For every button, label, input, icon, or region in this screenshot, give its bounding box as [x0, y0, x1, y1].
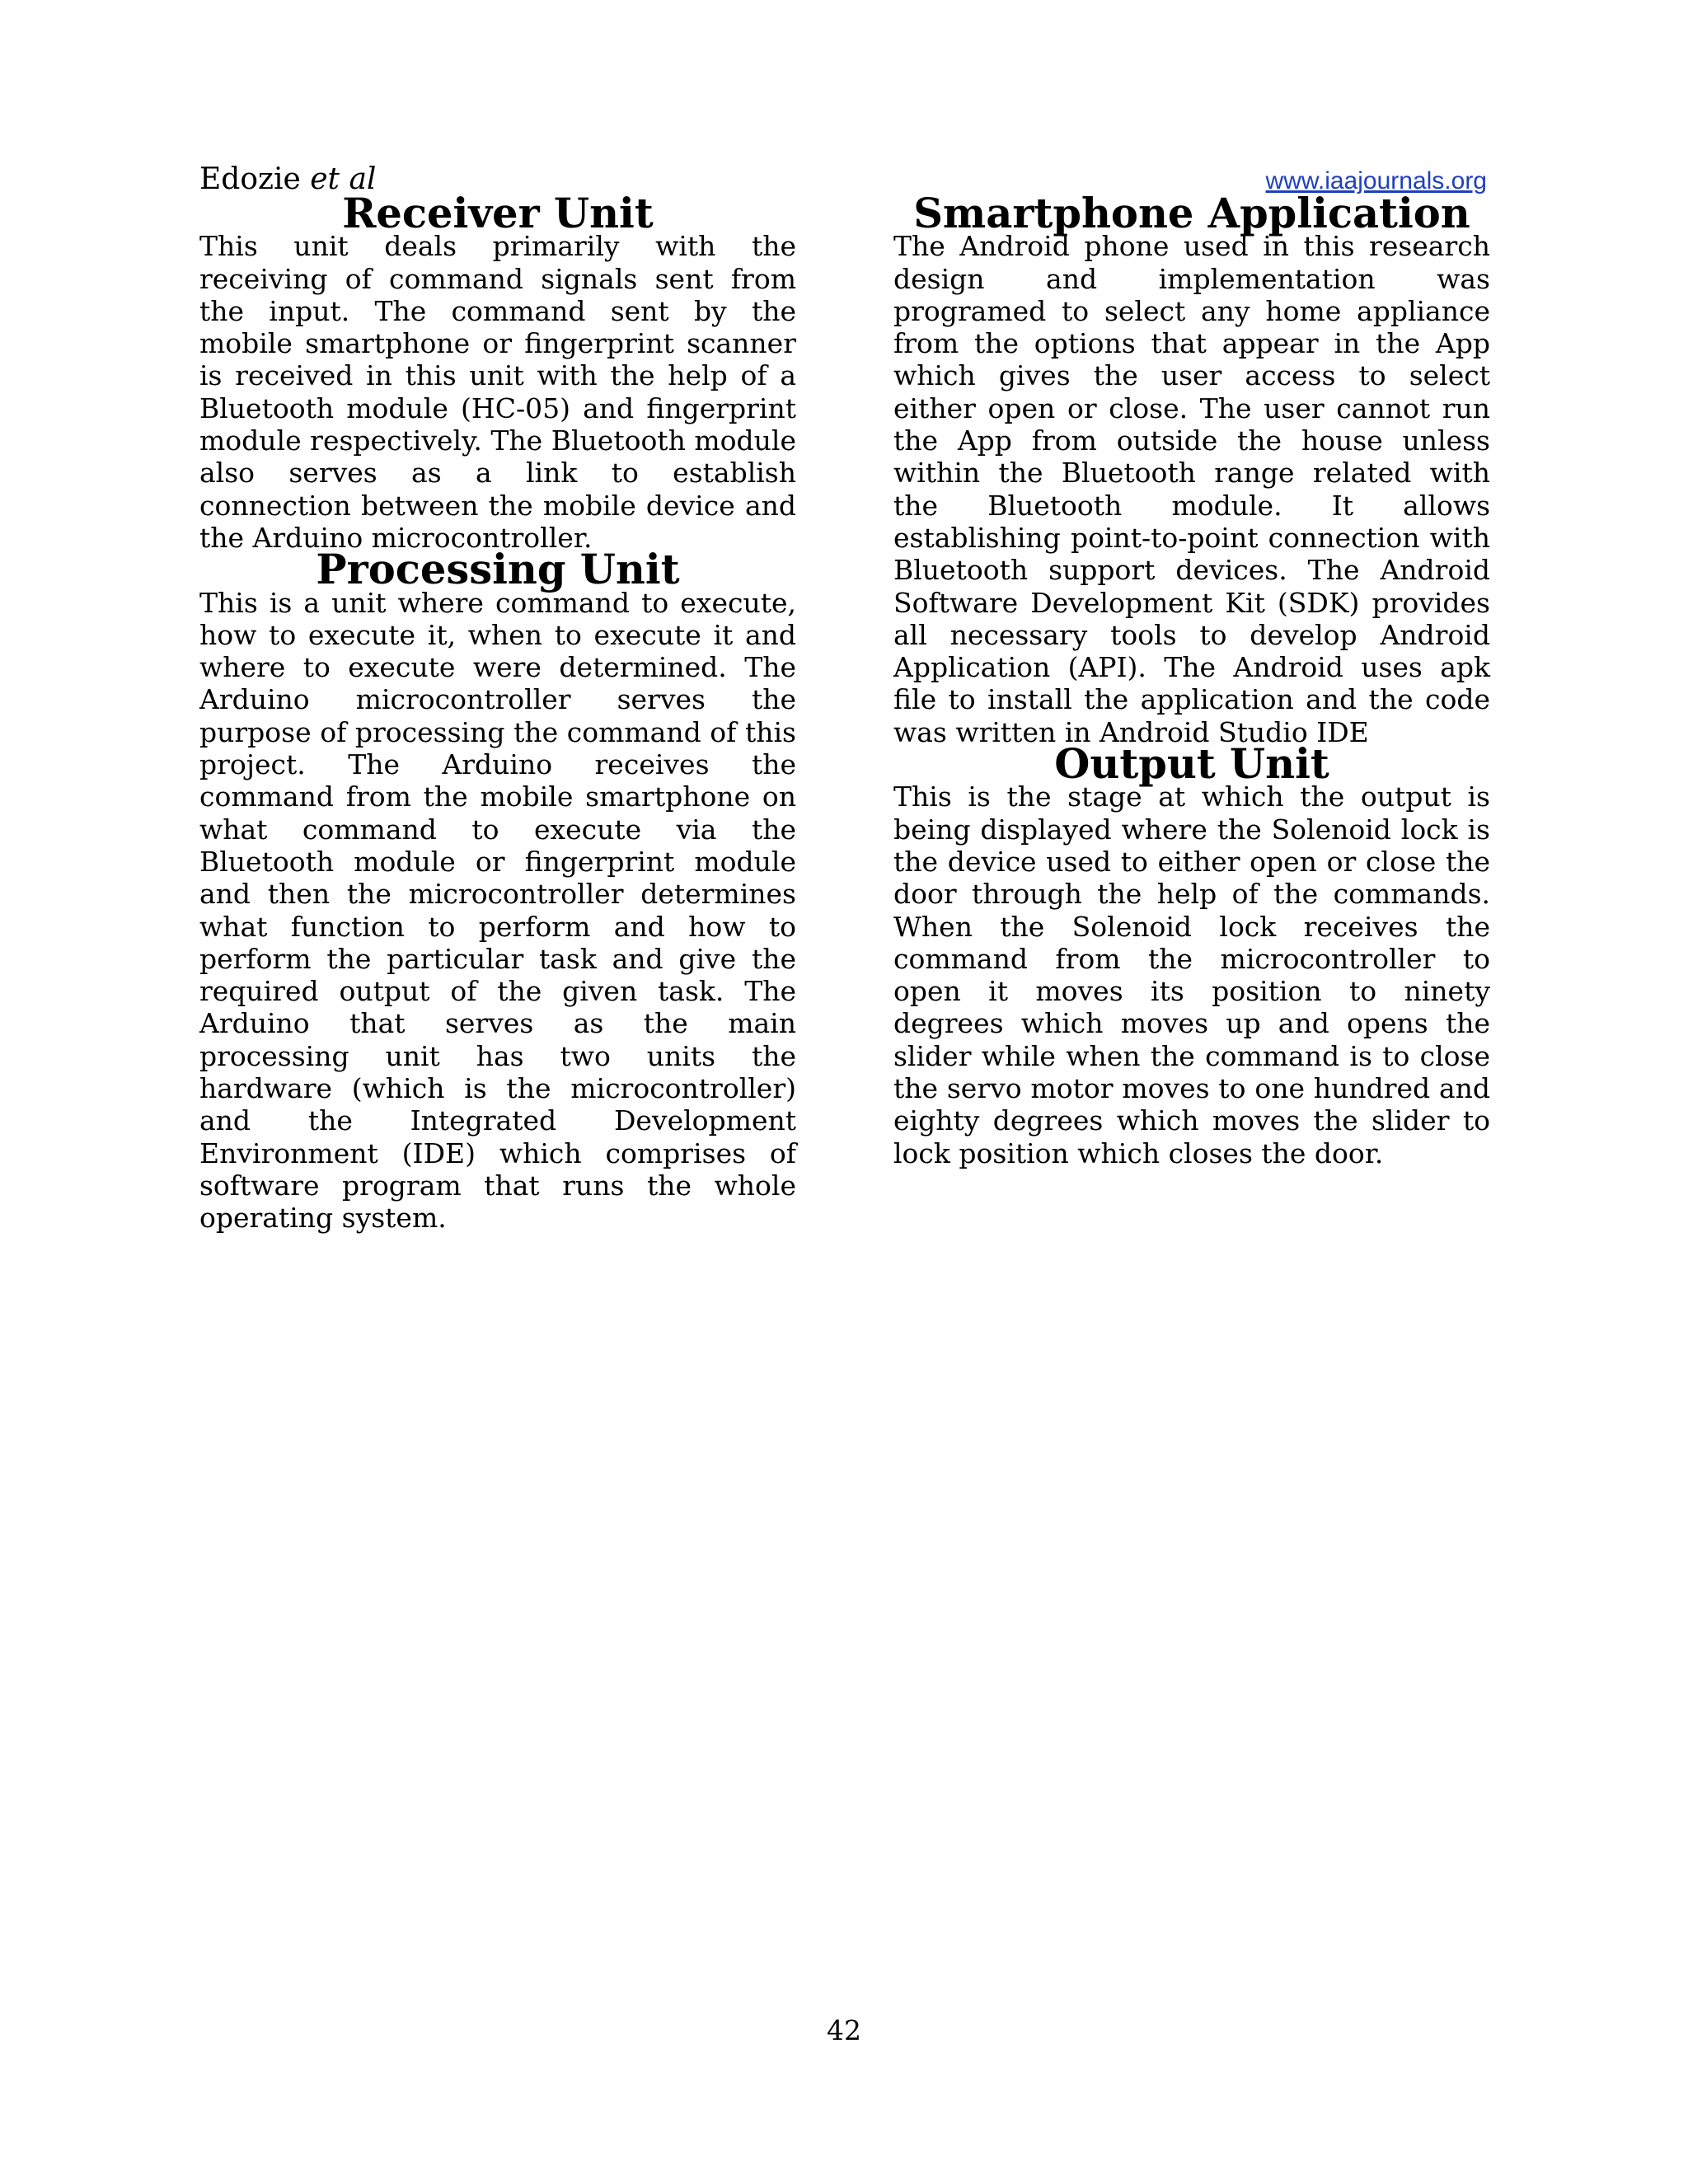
- section-body-receiver-unit: This unit deals primarily with the receiving of command signals sent from the input. The command sent by the mobile smartphone or fingerprint scanner is received in this unit with the help of a Bluetooth module (HC-05) and fingerprint module respectively. The Bluetooth module also serves as a link to establish connection between the mobile device and the Arduino microcontroller.: [199, 230, 796, 554]
- author-suffix: et al: [310, 162, 377, 196]
- section-body-output-unit: This is the stage at which the output is being displayed where the Solenoid lock is the device used to either open or close the door through the help of the commands. When the Solenoid lock receives the command from the microcontroller to open it moves its position to ninety degrees which moves up and opens the slider while when the command is to close the servo motor moves to one hundred and eighty degrees which moves the slider to lock position which closes the door.: [893, 780, 1490, 1169]
- page-number: 42: [827, 2014, 861, 2046]
- author-name: Edozie: [199, 162, 301, 196]
- section-body-smartphone-application: The Android phone used in this research design and implementation was programed to select any home appliance from the options that appear in the App which gives the user access to select either open or close. The user cannot run the App from outside the house unless within the Bluetooth range related with the Bluetooth module. It allows establishing point-to-point connection with Bluetooth support devices. The Android Software Development Kit (SDK) provides all necessary tools to develop Android Application (API). The Android uses apk file to install the application and the code was written in Android Studio IDE: [893, 230, 1490, 748]
- right-column: [893, 190, 1490, 1169]
- section-body-processing-unit: This is a unit where command to execute, how to execute it, when to execute it and where to execute were determined. The Arduino microcontroller serves the purpose of processing the command of this project. The Arduino receives the command from the mobile smartphone on what command to execute via the Bluetooth module or fingerprint module and then the microcontroller determines what function to perform and how to perform the particular task and give the required output of the given task. The Arduino that serves as the main processing unit has two units the hardware (which is the microcontroller) and the Integrated Development Environment (IDE) which comprises of software program that runs the whole operating system.: [199, 586, 796, 1235]
- section-heading-processing-unit: Processing Unit: [316, 546, 680, 594]
- journal-url-link[interactable]: www.iaajournals.org: [1265, 167, 1487, 194]
- left-column: [199, 190, 796, 1235]
- section-heading-output-unit: Output Unit: [1054, 740, 1329, 789]
- section-heading-smartphone-application: Smartphone Application: [913, 190, 1470, 237]
- section-heading-receiver-unit: Receiver Unit: [342, 190, 654, 237]
